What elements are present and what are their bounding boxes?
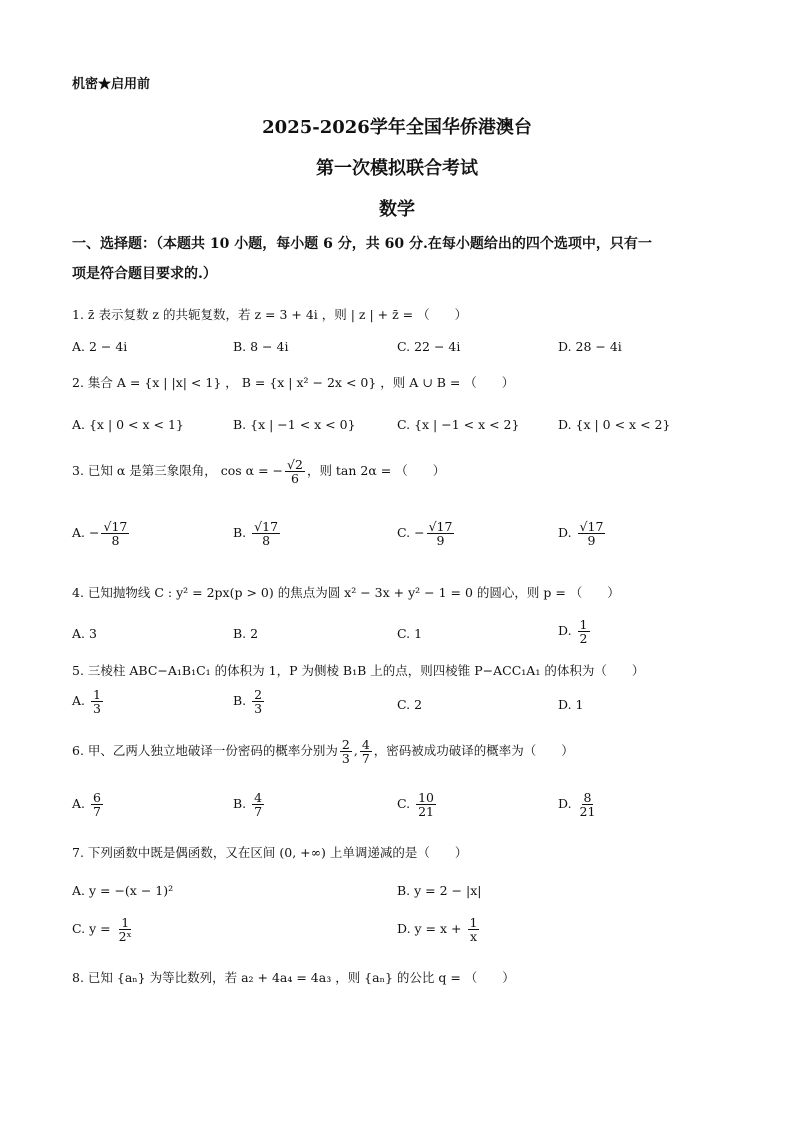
fraction-numerator: √17 (254, 519, 279, 534)
fraction-numerator: 1 (93, 687, 101, 702)
option-label: D. (558, 796, 572, 812)
question-1-option-b: B. 8 − 4i (233, 339, 289, 354)
question-7-stem: 7. 下列函数中既是偶函数，又在区间 (0, +∞) 上单调递减的是（ ） (72, 845, 468, 860)
fraction-numerator: 2 (341, 737, 350, 752)
fraction-denominator: 7 (254, 804, 263, 820)
question-3-option-c (397, 520, 456, 547)
fraction-denominator: x (469, 929, 477, 945)
fraction-numerator: 1 (579, 617, 588, 632)
question-7-option-b: B. y = 2 − |x| (397, 883, 482, 898)
question-6-option-b (233, 791, 266, 818)
question-3-option-d (558, 520, 607, 547)
option-fraction (252, 520, 280, 547)
option-fraction (578, 791, 598, 818)
question-8-stem: 8. 已知 {aₙ} 为等比数列，若 a₂ + 4a₄ = 4a₃ ，则 {aₙ} 的公比 q = （ ） (72, 970, 515, 985)
exam-title-line2: 第一次模拟联合考试 (316, 158, 478, 179)
question-3-cos-fraction (285, 458, 305, 485)
question-5-option-d: D. 1 (558, 697, 584, 712)
fraction-numerator: 6 (93, 790, 101, 805)
question-3-stem (72, 458, 445, 485)
fraction-denominator: 9 (587, 533, 596, 549)
fraction-denominator: 8 (262, 533, 271, 549)
question-7-option-a: A. y = −(x − 1)² (72, 883, 174, 898)
option-label: C. (397, 525, 411, 541)
fraction-denominator: 7 (93, 804, 101, 820)
question-2-option-d: D. {x | 0 < x < 2} (558, 417, 671, 432)
fraction-numerator: 4 (361, 737, 370, 752)
fraction-numerator: 4 (254, 790, 263, 805)
question-4-option-b: B. 2 (233, 626, 259, 641)
option-fraction (91, 791, 103, 818)
exam-title-line1: 2025-2026学年全国华侨港澳台 (262, 117, 532, 138)
question-2-option-c: C. {x | −1 < x < 2} (397, 417, 520, 432)
option-label: D. (558, 623, 572, 639)
question-4-option-a: A. 3 (72, 626, 97, 641)
question-6-stem-pre: 6. 甲、乙两人独立地破译一份密码的概率分别为 (72, 743, 338, 759)
subject-title: 数学 (379, 199, 415, 220)
fraction-denominator: 6 (291, 471, 299, 487)
fraction-numerator: √17 (579, 519, 604, 534)
question-5-stem: 5. 三棱柱 ABC−A₁B₁C₁ 的体积为 1，P 为侧棱 B₁B 上的点，则四棱锥 P−ACC₁A₁ 的体积为（ ） (72, 663, 645, 678)
option-label: B. (233, 525, 247, 541)
option-sign: − (89, 525, 100, 541)
fraction-numerator: 1 (469, 915, 478, 930)
question-2-option-b: B. {x | −1 < x < 0} (233, 417, 356, 432)
option-label: B. (233, 796, 247, 812)
question-4-option-c: C. 1 (397, 626, 423, 641)
question-3-stem-post: ，则 tan 2α = （ ） (306, 463, 446, 479)
fraction-denominator: 7 (361, 751, 370, 767)
question-5-option-c: C. 2 (397, 697, 423, 712)
question-1-option-d: D. 28 − 4i (558, 339, 622, 354)
question-1-option-c: C. 22 − 4i (397, 339, 461, 354)
option-fraction (252, 791, 264, 818)
fraction-denominator: 21 (579, 804, 596, 820)
confidential-note: 机密★启用前 (72, 77, 151, 92)
fraction-numerator: 8 (583, 790, 592, 805)
option-label: C. y = (72, 921, 111, 937)
fraction-denominator: 3 (341, 751, 350, 767)
option-fraction (91, 688, 103, 715)
question-6-stem-post: ，密码被成功破译的概率为（ ） (373, 743, 574, 759)
question-3-option-a (72, 520, 131, 547)
option-label: A. (72, 525, 86, 541)
question-2-stem: 2. 集合 A = {x | |x| < 1} ， B = {x | x² − 2x < 0} ，则 A ∪ B = （ ） (72, 375, 515, 390)
fraction-denominator: 21 (418, 804, 434, 820)
question-3-option-b (233, 520, 282, 547)
fraction-numerator: 10 (418, 790, 434, 805)
question-4-option-d (558, 618, 592, 645)
fraction-numerator: 2 (254, 687, 263, 702)
fraction-denominator: 3 (93, 701, 101, 717)
option-fraction (578, 520, 606, 547)
fraction-denominator: 8 (111, 533, 120, 549)
question-6-option-d (558, 791, 599, 818)
option-fraction (578, 618, 590, 645)
question-7-option-c (72, 916, 136, 943)
fraction-numerator: √17 (103, 519, 128, 534)
fraction-numerator: √17 (428, 519, 453, 534)
question-6-fraction-2 (360, 738, 372, 765)
fraction-denominator: 2 (579, 631, 588, 647)
option-sign: − (414, 525, 425, 541)
question-6-stem (72, 738, 574, 765)
question-6-fraction-1 (340, 738, 352, 765)
section-instructions-line1: 一、选择题：（本题共 10 小题，每小题 6 分，共 60 分.在每小题给出的四个选项中，只有一 (72, 236, 652, 252)
section-instructions-line2: 项是符合题目要求的.） (72, 266, 217, 282)
question-3-stem-pre: 3. 已知 α 是第三象限角， cos α = − (72, 463, 284, 479)
option-fraction (416, 791, 436, 818)
option-label: D. y = x + (397, 921, 462, 937)
question-6-separator: , (353, 743, 358, 759)
option-fraction (468, 916, 480, 943)
option-label: B. (233, 693, 247, 709)
option-label: A. (72, 693, 86, 709)
question-1-option-a: A. 2 − 4i (72, 339, 128, 354)
fraction-denominator: 2ˣ (118, 929, 132, 945)
option-fraction (252, 688, 264, 715)
option-fraction (101, 520, 129, 547)
option-label: D. (558, 525, 572, 541)
question-7-option-d (397, 916, 481, 943)
option-fraction (117, 916, 134, 943)
fraction-numerator: 1 (121, 915, 130, 930)
question-6-option-c (397, 791, 438, 818)
option-label: A. (72, 796, 86, 812)
question-4-stem: 4. 已知抛物线 C : y² = 2px(p > 0) 的焦点为圆 x² − 3x + y² − 1 = 0 的圆心，则 p = （ ） (72, 585, 620, 600)
option-label: C. (397, 796, 411, 812)
question-2-option-a: A. {x | 0 < x < 1} (72, 417, 184, 432)
question-6-option-a (72, 791, 105, 818)
question-5-option-a (72, 688, 105, 715)
fraction-denominator: 9 (436, 533, 445, 549)
question-5-option-b (233, 688, 266, 715)
fraction-numerator: √2 (287, 457, 303, 472)
fraction-denominator: 3 (254, 701, 263, 717)
option-fraction (427, 520, 455, 547)
question-1-stem: 1. z̄ 表示复数 z 的共轭复数，若 z = 3 + 4i ，则 | z | + z̄ = （ ） (72, 307, 468, 322)
